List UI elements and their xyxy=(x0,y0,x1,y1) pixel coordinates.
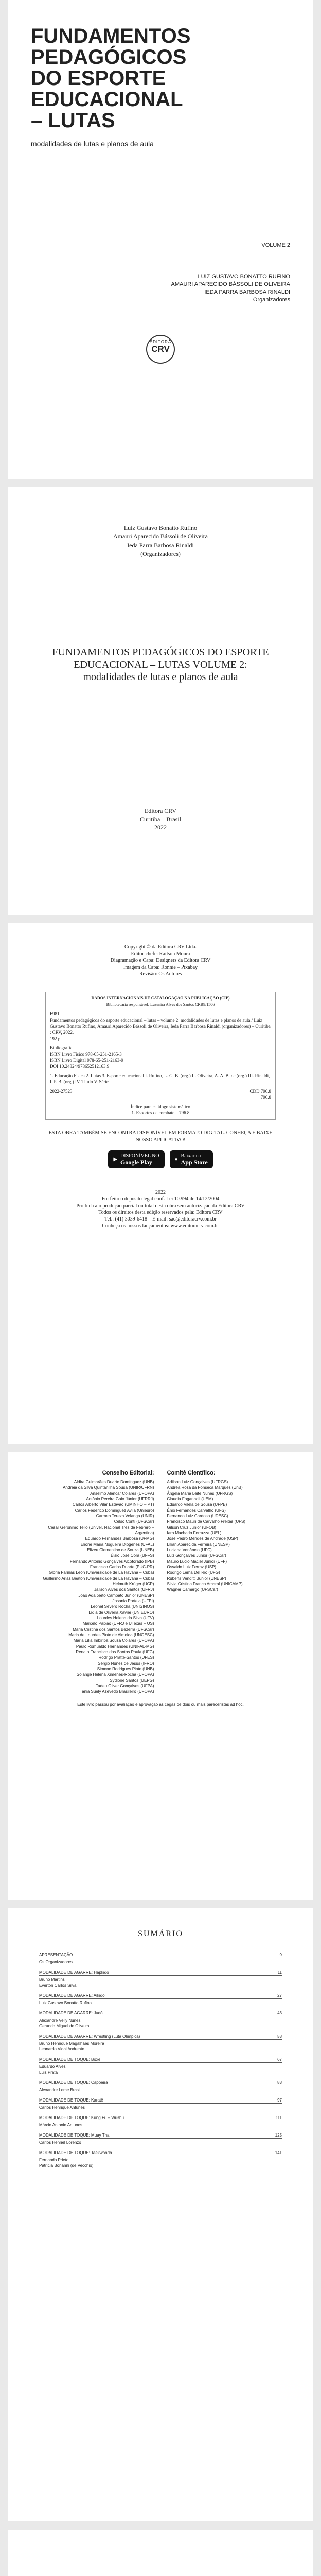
play-icon: ▶ xyxy=(113,1157,118,1162)
crv-logo: EDITORA CRV xyxy=(146,335,175,364)
editorial-member: Josania Portela (UFPI) xyxy=(112,1599,154,1603)
editorial-member: Carmen Tereza Velanga (UNIR) xyxy=(96,1514,154,1518)
editorial-member: Helmuth Krüger (UCP) xyxy=(113,1582,154,1586)
editorial-member: Eduardo Fernandes Barbosa (UFMG) xyxy=(85,1536,154,1541)
toc-entry-authors: Carlos Henrique Antunes xyxy=(39,2105,85,2110)
toc-entry-title: MODALIDADE DE TOQUE: Capoeira xyxy=(39,2080,108,2085)
toc-entry[interactable] xyxy=(39,2080,282,2093)
sumario-title: SUMÁRIO xyxy=(138,1929,183,1938)
editorial-member: Jailson Alves dos Santos (UFRJ) xyxy=(94,1587,154,1592)
editorial-member: Carlos Federico Dominguez Avila (Unieuro) xyxy=(75,1508,154,1513)
app-store-badge[interactable]: ● Baixar na App Store xyxy=(170,1150,213,1168)
toc-entry-title: MODALIDADE DE AGARRE: Aikido xyxy=(39,1993,105,1998)
apple-icon: ● xyxy=(174,1157,178,1162)
sumario-page-2 xyxy=(8,2530,313,2576)
toc-entry[interactable] xyxy=(39,2097,282,2110)
scientific-member: Mauro Lúcio Maciel Júnior (UFF) xyxy=(167,1559,227,1564)
title-main: FUNDAMENTOS PEDAGÓGICOS DO ESPORTE EDUCACIONAL – LUTAS VOLUME 2: modalidades de lutas e planos de aula xyxy=(52,647,269,683)
scientific-member: Ênio Fernandes Carvalho (UFS) xyxy=(167,1508,226,1513)
cover-organizers: LUIZ GUSTAVO BONATTO RUFINO AMAURI APARECIDO BÁSSOLI DE OLIVEIRA IEDA PARRA BARBOSA RINALDI Organizadores xyxy=(171,274,290,303)
editorial-member: Simone Rodrigues Pinto (UNB) xyxy=(97,1667,154,1671)
scientific-member: Silvia Cristina Franco Amaral (UNICAMP) xyxy=(167,1582,243,1586)
editorial-board: Conselho Editorial: Aldira Guimarães Duarte Domínguez (UNB) Andréia da Silva Quintanilha Sousa (UNIR/UFRN) Anselmo Alencar Colares (UFOPA) Antônio Pereira Gaio Júnior (UFRRJ) Carlos Alberto Vilar Estêvão (UMINHO – PT) Carlos Federico Dominguez Avila (Unieuro) Carmen Tereza Velanga (UNIR) Celso Conti (UFSCar) Cesar Gerónimo Tello (Univer. Nacional Três de Febrero – Argentina) Eduardo Fernandes Barbosa (UFMG) Elione Maria Nogueira Diogenes (UFAL) Elizeu Clementino de Souza (UNEB) Élsio José Corá (UFFS) Fernando Antônio Gonçalves Alcoforado (IPB) Francisco Carlos Duarte (PUC-PR) Gloria Fariñas León (Universidade de La Havana – Cuba) Guillermo Arias Beatón (Universidade de La Havana – Cuba) Helmuth Krüger (UCP) Jailson Alves dos Santos (UFRJ) João Adalberto Campato Junior (UNESP) Josania Portela (UFPI) Leonel Severo Rocha (UNISINOS) Lídia de Oliveira Xavier (UNIEURO) Lourdes Helena da Silva (UFV) Marcelo Paixão (UFRJ e UTexas – US) Maria Cristina dos Santos Bezerra (UFSCar) Maria de Lourdes Pinto de Almeida (UNOESC) Maria Lília Imbiriba Sousa Colares (UFOPA) Paulo Romualdo Hernandes (UNIFAL-MG) Renato Francisco dos Santos Paula (UFG) Rodrigo Pratte-Santos (UFES) Sérgio Nunes de Jesus (IFRO) Simone Rodrigues Pinto (UNB) Solange Helena Ximenes-Rocha (UFOPA) Sydione Santos (UEPG) Tadeu Oliver Gonçalves (UFPA) Tania Suely Azevedo Brasileiro (UFOPA) xyxy=(37,1470,154,1694)
editorial-member: Tadeu Oliver Gonçalves (UFPA) xyxy=(96,1684,154,1688)
title-authors: Luiz Gustavo Bonatto Rufino Amauri Aparecido Bássoli de Oliveira Ieda Parra Barbosa Rinaldi (Organizadores) xyxy=(113,524,208,557)
scientific-member: Ângela Maria Leite Nunes (UFRGS) xyxy=(167,1491,233,1496)
editorial-member: Lourdes Helena da Silva (UFV) xyxy=(97,1616,154,1620)
scientific-member: Lílian Aparecida Ferreira (UNESP) xyxy=(167,1542,230,1547)
toc-entry[interactable] xyxy=(39,2057,282,2075)
toc-entry-authors: Bruno Martins Everton Carlos Silva xyxy=(39,1977,77,1988)
toc-entry-title: MODALIDADE DE TOQUE: Boxe xyxy=(39,2057,101,2062)
editorial-member: Élsio José Corá (UFFS) xyxy=(111,1553,154,1558)
scientific-member: Luiz Gonçalves Junior (UFSCar) xyxy=(167,1553,226,1558)
toc-entry[interactable] xyxy=(39,2132,282,2145)
editorial-member: Marcelo Paixão (UFRJ e UTexas – US) xyxy=(82,1621,154,1626)
title-page xyxy=(8,487,313,915)
scientific-member: Andréa Rosa da Fonseca Marques (UnB) xyxy=(167,1485,243,1490)
toc-entry[interactable] xyxy=(39,1970,282,1988)
toc-entry-authors: Os Organizadores xyxy=(39,1960,73,1964)
editorial-member: Solange Helena Ximenes-Rocha (UFOPA) xyxy=(76,1672,154,1677)
editorial-member: Leonel Severo Rocha (UNISINOS) xyxy=(91,1604,154,1609)
toc-entry-title: MODALIDADE DE TOQUE: Kung Fu – Wushu xyxy=(39,2115,124,2120)
editorial-member: João Adalberto Campato Junior (UNESP) xyxy=(78,1593,154,1598)
toc-entry-page: 97 xyxy=(277,2098,282,2103)
editorial-member: Maria Lília Imbiriba Sousa Colares (UFOPA) xyxy=(73,1638,154,1643)
scientific-member: Adilson Luiz Gonçalves (UFRGS) xyxy=(167,1480,228,1484)
toc-entry-authors: Luiz Gustavo Bonatto Rufino xyxy=(39,2001,92,2005)
editorial-member: Renato Francisco dos Santos Paula (UFG) xyxy=(76,1650,154,1654)
toc-entry[interactable] xyxy=(39,2033,282,2052)
scientific-member: Osvaldo Luiz Ferraz (USP) xyxy=(167,1565,217,1569)
editorial-member: Sérgio Nunes de Jesus (IFRO) xyxy=(98,1661,154,1666)
editorial-member: Celso Conti (UFSCar) xyxy=(114,1519,154,1524)
toc-entry-page: 111 xyxy=(275,2115,282,2120)
cip-box: DADOS INTERNACIONAIS DE CATALOGAÇÃO NA PUBLICAÇÃO (CIP) Bibliotecária responsável: Luzenira Alves dos Santos CRB9/1506 F981 Fundamentos pedagógicos do esporte educacional – lutas – volume 2: modalidades de lutas e planos de aula / Luiz Gustavo Bonatto Rufino, Amauri Aparecido Bássoli de Oliveira, Ieda Parra Barbosa Rinaldi (organizadores) – Curitiba : CRV, 2022. 192 p. Bibliografia ISBN Livro Físico 978-65-251-2165-3 ISBN Livro Digital 978-65-251-2163-9 DOI 10.24824/978652512163.9 1. Educação Física 2. Lutas 3. Esporte educacional I. Rufino, L. G. B. (org.) II. Oliveira, A. A. B. de (org.) III. Rinaldi, I. P. B. (org.) IV. Título V. Série 2022-27523 CDD 796.8 796.8 Índice para catálogo sistemático 1. Esportes de combate – 796.8 xyxy=(45,992,276,1120)
toc-entry-page: 27 xyxy=(277,1993,282,1998)
store-badges xyxy=(45,1150,276,1168)
title-imprint: Editora CRV Curitiba – Brasil 2022 xyxy=(140,807,181,831)
editorial-member: Elione Maria Nogueira Diogenes (UFAL) xyxy=(80,1542,154,1547)
council-footer: Este livro passou por avaliação e aprovação às cegas de dois ou mais pareceristas ad hoc. xyxy=(77,1702,244,1707)
toc-entry-authors: Alexandre Velly Nunes Gerando Miguel de Oliveira xyxy=(39,2018,90,2028)
scientific-member: José Pedro Mendes de Andrade (USP) xyxy=(167,1536,238,1541)
editorial-member: Rodrigo Pratte-Santos (UFES) xyxy=(98,1655,154,1660)
scientific-member: Claudia Foganholi (UEM) xyxy=(167,1497,213,1501)
google-play-badge[interactable]: ▶ DISPONÍVEL NO Google Play xyxy=(108,1150,164,1168)
editorial-member: Gloria Fariñas León (Universidade de La Havana – Cuba) xyxy=(48,1570,154,1575)
editorial-member: Maria de Lourdes Pinto de Almeida (UNOESC) xyxy=(68,1633,154,1637)
editorial-member: Aldira Guimarães Duarte Domínguez (UNB) xyxy=(74,1480,154,1484)
toc-entry-page: 67 xyxy=(277,2057,282,2062)
copyright-credits: Copyright © da Editora CRV Ltda. Editor-chefe: Railson Moura Diagramação e Capa: Designers da Editora CRV Imagem da Capa: Ronnie – Pixabay Revisão: Os Autores xyxy=(110,944,211,977)
editorial-member: Anselmo Alencar Colares (UFOPA) xyxy=(90,1491,154,1496)
toc-entry-page: 9 xyxy=(279,1953,282,1957)
scientific-member: Fernando Luiz Cardoso (UDESC) xyxy=(167,1514,228,1518)
scientific-member: Luciana Venâncio (UFC) xyxy=(167,1548,212,1552)
scientific-member: Francisco Mauri de Carvalho Freitas (UFS) xyxy=(167,1519,245,1524)
copyright-bottom: 2022 Foi feito o depósito legal conf. Lei 10.994 de 14/12/2004 Proibida a reprodução parcial ou total desta obra sem autorização da Editora CRV Todos os direitos desta edição reservados pela: Editora CRV Tel.: (41) 3039-6418 – E-mail: sac@editoracrv.com.br Conheça os nossos lançamentos: www.editoracrv.com.br xyxy=(76,1190,245,1229)
editorial-member: Andréia da Silva Quintanilha Sousa (UNIR/UFRN) xyxy=(63,1485,154,1490)
toc-entry-title: MODALIDADE DE AGARRE: Wrestling (Luta Olímpica) xyxy=(39,2034,140,2039)
toc-entry-authors: Bruno Henrique Magalhães Moreira Leonardo Vidal Andreato xyxy=(39,2041,104,2052)
scientific-member: Eduardo Vilela de Sousa (UFPB) xyxy=(167,1502,227,1507)
toc-entry-page: 11 xyxy=(277,1970,282,1975)
cover-page xyxy=(8,0,313,479)
sumario-page xyxy=(8,1908,313,2521)
toc-entry-title: MODALIDADE DE AGARRE: Judô xyxy=(39,2011,103,2015)
scientific-member: Rodrigo Lema Del Rio (UFG) xyxy=(167,1570,220,1575)
scientific-member: Gilson Cruz Junior (UFOB) xyxy=(167,1525,217,1530)
toc-entry-page: 141 xyxy=(275,2150,282,2155)
toc-entry-title: MODALIDADE DE TOQUE: Muay Thai xyxy=(39,2133,111,2138)
toc-entry-title: MODALIDADE DE TOQUE: Taekwondo xyxy=(39,2150,112,2155)
toc-entry-title: APRESENTAÇÃO xyxy=(39,1953,73,1957)
editorial-member: Tania Suely Azevedo Brasileiro (UFOPA) xyxy=(80,1689,154,1694)
toc-entry-authors: Eduardo Alves Luis Prata xyxy=(39,2064,66,2075)
cover-volume: VOLUME 2 xyxy=(261,242,290,248)
scientific-member: Iara Machado Ferrazza (UEL) xyxy=(167,1531,222,1535)
editorial-member: Cesar Gerónimo Tello (Univer. Nacional Três de Febrero – Argentina) xyxy=(48,1525,154,1535)
editorial-member: Sydione Santos (UEPG) xyxy=(110,1678,154,1683)
editorial-member: Francisco Carlos Duarte (PUC-PR) xyxy=(90,1565,154,1569)
council-page xyxy=(8,1452,313,1900)
scientific-member: Rubens Venditti Júnior (UNESP) xyxy=(167,1576,226,1581)
toc-entry-page: 43 xyxy=(277,2011,282,2015)
toc-entry-page: 125 xyxy=(275,2133,282,2138)
editorial-member: Antônio Pereira Gaio Júnior (UFRRJ) xyxy=(86,1497,154,1501)
editorial-member: Maria Cristina dos Santos Bezerra (UFSCar) xyxy=(73,1627,154,1632)
toc-entry-authors: Márcio Antonio Antunes xyxy=(39,2123,83,2127)
toc-entry-title: MODALIDADE DE AGARRE: Hapkido xyxy=(39,1970,109,1975)
cover-subtitle: modalidades de lutas e planos de aula xyxy=(31,140,154,148)
digital-note: ESTA OBRA TAMBÉM SE ENCONTRA DISPONÍVEL EM FORMATO DIGITAL. CONHEÇA E BAIXE NOSSO APLICATIVO! xyxy=(48,1130,273,1143)
cover-title: FUNDAMENTOS PEDAGÓGICOS DO ESPORTE EDUCACIONAL – LUTAS xyxy=(31,25,191,132)
toc-entry[interactable] xyxy=(39,2115,282,2128)
editorial-member: Carlos Alberto Vilar Estêvão (UMINHO – PT) xyxy=(72,1502,154,1507)
toc-entry-page: 53 xyxy=(277,2034,282,2039)
toc-entry-title: MODALIDADE DE TOQUE: Karatê xyxy=(39,2098,103,2103)
editorial-member: Paulo Romualdo Hernandes (UNIFAL-MG) xyxy=(76,1644,154,1649)
toc-entry-authors: Fernando Prieto Patrícia Bonanni (de Vecchio) xyxy=(39,2158,94,2168)
toc-entry[interactable] xyxy=(39,1993,282,2006)
toc-entry[interactable] xyxy=(39,2010,282,2029)
editorial-member: Lídia de Oliveira Xavier (UNIEURO) xyxy=(88,1610,154,1615)
toc-entry[interactable] xyxy=(39,1952,282,1965)
scientific-member: Wagner Camargo (UFSCar) xyxy=(167,1587,218,1592)
toc-entry[interactable] xyxy=(39,2150,282,2168)
editorial-member: Elizeu Clementino de Souza (UNEB) xyxy=(87,1548,154,1552)
editorial-member: Guillermo Arias Beatón (Universidade de La Havana – Cuba) xyxy=(43,1576,154,1581)
toc-entry-authors: Carlos Henriel Lorenzo xyxy=(39,2140,81,2145)
toc-entry-page: 83 xyxy=(277,2080,282,2085)
toc-entry-authors: Alexandre Leme Brasil xyxy=(39,2088,81,2092)
copyright-page xyxy=(8,923,313,1444)
editorial-member: Fernando Antônio Gonçalves Alcoforado (IPB) xyxy=(69,1559,154,1564)
scientific-committee: Comitê Científico: Adilson Luiz Gonçalves (UFRGS) Andréa Rosa da Fonseca Marques (UnB) Ângela Maria Leite Nunes (UFRGS) Claudia Foganholi (UEM) Eduardo Vilela de Sousa (UFPB) Ênio Fernandes Carvalho (UFS) Fernando Luiz Cardoso (UDESC) Francisco Mauri de Carvalho Freitas (UFS) Gilson Cruz Junior (UFOB) Iara Machado Ferrazza (UEL) José Pedro Mendes de Andrade (USP) Lílian Aparecida Ferreira (UNESP) Luciana Venâncio (UFC) Luiz Gonçalves Junior (UFSCar) Mauro Lúcio Maciel Júnior (UFF) Osvaldo Luiz Ferraz (USP) Rodrigo Lema Del Rio (UFG) Rubens Venditti Júnior (UNESP) Silvia Cristina Franco Amaral (UNICAMP) Wagner Camargo (UFSCar) xyxy=(162,1470,284,1694)
